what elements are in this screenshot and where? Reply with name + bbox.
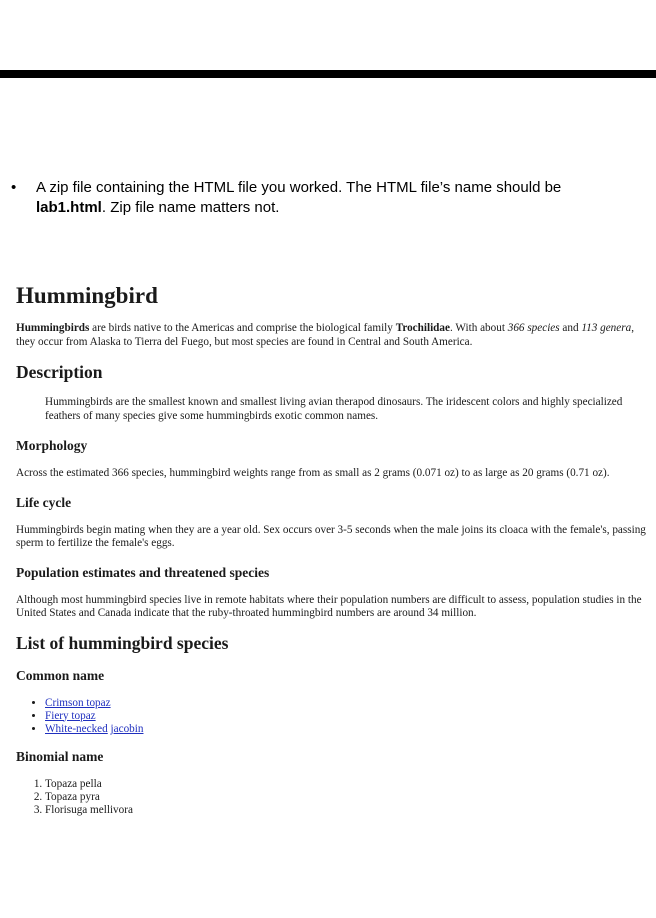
page-divider xyxy=(0,70,656,78)
intro-italic-species: 366 species xyxy=(507,322,560,334)
link-jacobin[interactable]: jacobin xyxy=(110,722,144,735)
heading-description: Description xyxy=(16,362,103,382)
link-white-necked[interactable]: White-necked xyxy=(45,722,108,735)
intro-text: are birds native to the Americas and comprise the biological family xyxy=(89,322,396,334)
list-item xyxy=(45,723,656,736)
intro-bold-trochilidae: Trochilidae xyxy=(395,322,450,334)
instruction-text: A zip file containing the HTML file you worked. The HTML file’s name should be xyxy=(36,179,562,196)
intro-paragraph xyxy=(16,322,656,349)
intro-italic-genera: 113 genera xyxy=(581,322,632,334)
list-item xyxy=(45,697,656,710)
heading-species-list: List of hummingbird species xyxy=(16,632,229,653)
instruction-filename: lab1.html xyxy=(36,199,102,216)
description-quote: Hummingbirds are the smallest known and smallest living avian therapod dinosaurs. The iridescent colors and highly specialized feathers of many species give some hummingbirds exotic common names. xyxy=(45,396,623,422)
heading-life-cycle: Life cycle xyxy=(16,494,72,510)
intro-bold-hummingbirds: Hummingbirds xyxy=(16,322,90,334)
common-name-list xyxy=(16,697,656,736)
instruction-block xyxy=(0,178,656,218)
population-paragraph: Although most hummingbird species live in remote habitats where their population numbers are difficult to assess, population studies in the United States and Canada indicate that the ruby-throated hummingbird numbers are around 34 million. xyxy=(16,593,642,619)
list-item: 3. Florisuga mellivora xyxy=(45,804,656,817)
instruction-list xyxy=(0,178,656,218)
binomial-name-list xyxy=(16,778,656,817)
list-item xyxy=(45,710,656,723)
link-crimson-topaz[interactable]: Crimson topaz xyxy=(45,696,111,709)
intro-text: . With about xyxy=(449,322,508,334)
life-cycle-paragraph: Hummingbirds begin mating when they are a year old. Sex occurs over 3-5 seconds when the male joins its cloaca with the female's, passing sperm to fertilize the female's eggs. xyxy=(16,523,646,549)
heading-morphology: Morphology xyxy=(16,438,88,453)
instruction-item xyxy=(36,178,656,218)
link-fiery-topaz[interactable]: Fiery topaz xyxy=(45,709,96,722)
heading-population: Population estimates and threatened species xyxy=(16,564,270,580)
page-title: Hummingbird xyxy=(16,283,158,308)
instruction-text-end: . Zip file name matters not. xyxy=(101,199,280,216)
intro-text: and xyxy=(559,322,582,334)
heading-common-name: Common name xyxy=(16,667,105,683)
intro-text: , they occur from Alaska to Tierra del Fuego, but most species are found in Central and South America. xyxy=(16,322,634,348)
morphology-paragraph: Across the estimated 366 species, hummingbird weights range from as small as 2 grams (0.071 oz) to as large as 20 grams (0.71 oz). xyxy=(16,467,610,479)
heading-binomial-name: Binomial name xyxy=(16,748,104,764)
list-item: 2. Topaza pyra xyxy=(45,791,656,804)
list-item: 1. Topaza pella xyxy=(45,778,656,791)
article xyxy=(16,282,656,817)
